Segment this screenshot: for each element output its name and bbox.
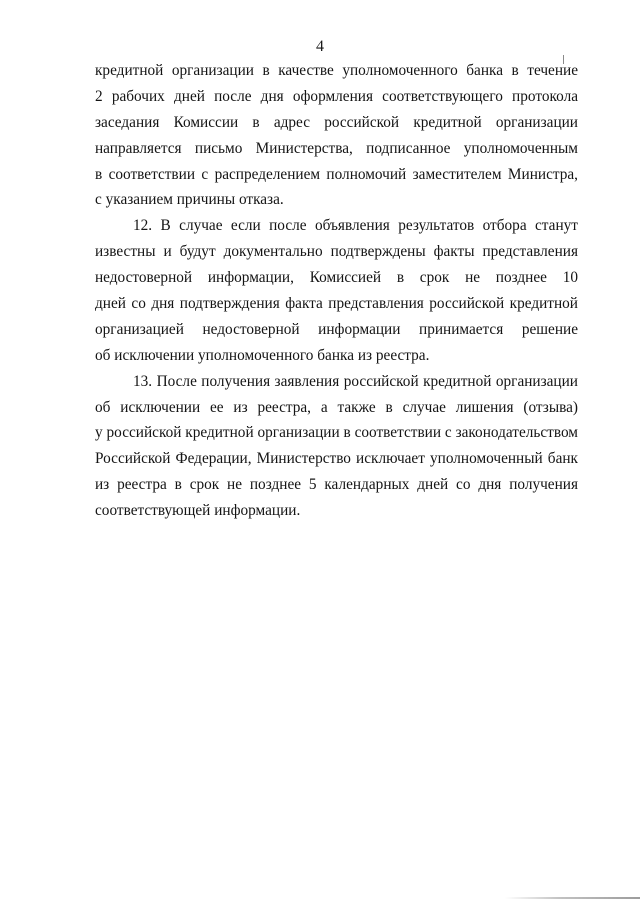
text-line: у российской кредитной организации в соответствии с законодательством bbox=[95, 424, 578, 442]
text-line: с указанием причины отказа. bbox=[95, 191, 284, 209]
text-line: заседания Комиссии в адрес российской кредитной организации bbox=[95, 113, 578, 131]
text-line: недостоверной информации, Комиссией в срок не позднее 10 bbox=[95, 269, 578, 287]
text-line: кредитной организации в качестве уполномоченного банка в течение bbox=[95, 62, 578, 79]
text-line: 2 рабочих дней после дня оформления соответствующего протокола bbox=[95, 87, 578, 105]
text-line: об исключении уполномоченного банка из реестра. bbox=[95, 346, 430, 364]
text-line: в соответствии с распределением полномочий заместителем Министра, bbox=[95, 165, 578, 183]
text-line: из реестра в срок не позднее 5 календарных дней со дня получения bbox=[95, 476, 578, 494]
text-line: об исключении ее из реестра, а также в случае лишения (отзыва) bbox=[95, 398, 578, 416]
text-line: направляется письмо Министерства, подписанное уполномоченным bbox=[95, 139, 578, 157]
document-body bbox=[95, 58, 578, 524]
scan-edge-shadow bbox=[505, 897, 640, 899]
text-line: дней со дня подтверждения факта представления российской кредитной bbox=[95, 295, 578, 313]
paragraph-12-first-line: 12. В случае если после объявления результатов отбора станут bbox=[133, 217, 578, 235]
text-line: организацией недостоверной информации принимается решение bbox=[95, 320, 578, 338]
paragraph-13-first-line: 13. После получения заявления российской кредитной организации bbox=[133, 372, 578, 390]
page-number: 4 bbox=[316, 38, 324, 55]
text-line: известны и будут документально подтверждены факты представления bbox=[95, 243, 578, 261]
text-line: Российской Федерации, Министерство исключает уполномоченный банк bbox=[95, 450, 578, 468]
text-line: соответствующей информации. bbox=[95, 502, 301, 520]
